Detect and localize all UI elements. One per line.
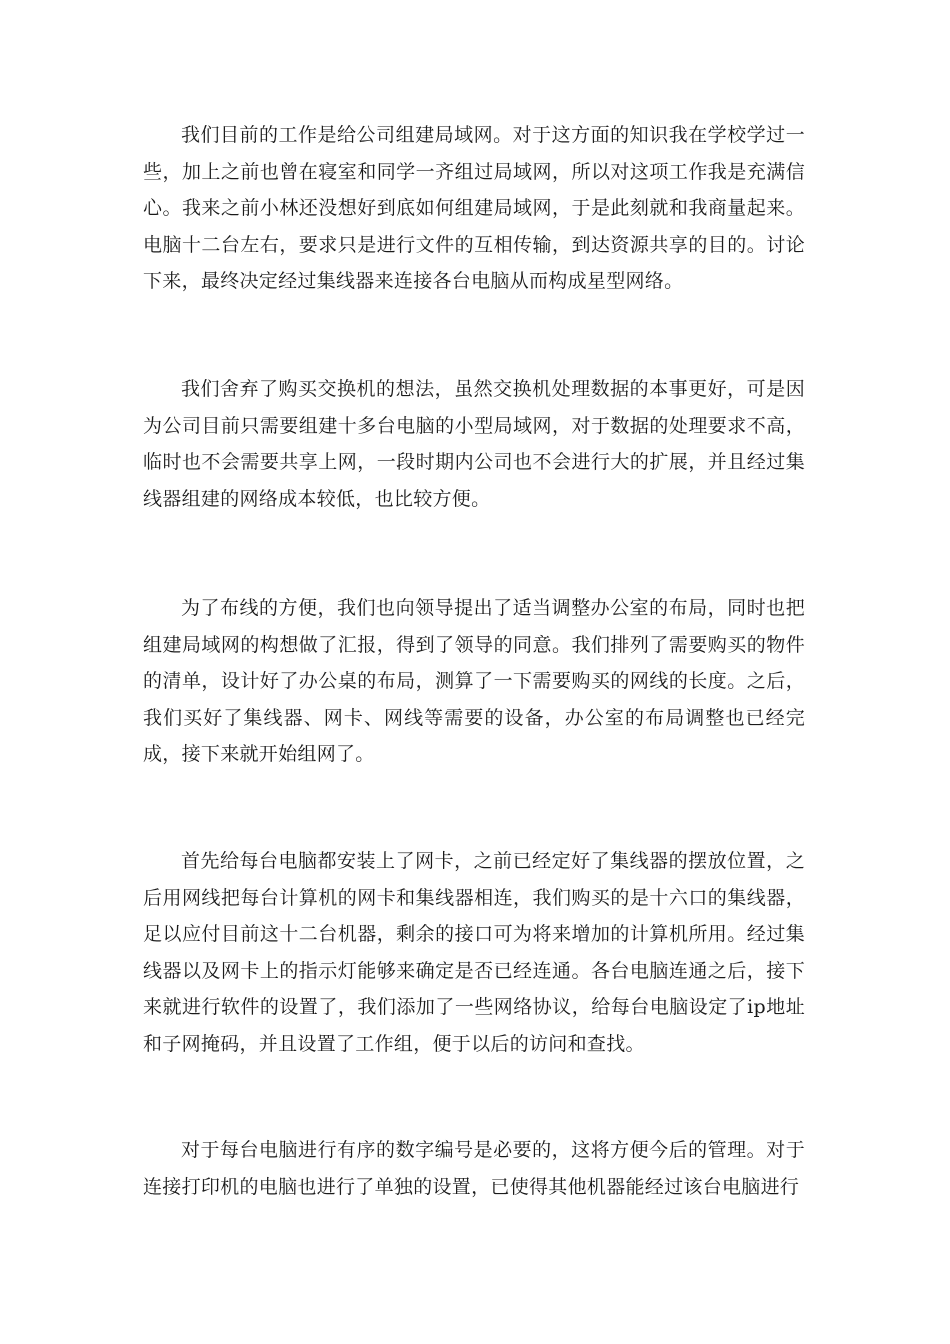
paragraph-4: 首先给每台电脑都安装上了网卡，之前已经定好了集线器的摆放位置，之后用网线把每台计算机的网卡和集线器相连，我们购买的是十六口的集线器，足以应付目前这十二台机器，剩余的接口可为将来增加的计算机所用。经过集线器以及网卡上的指示灯能够来确定是否已经连通。各台电脑连通之后，接下来就进行软件的设置了，我们添加了一些网络协议，给每台电脑设定了ip地址和子网掩码，并且设置了工作组，便于以后的访问和查找。 [143, 850, 805, 1055]
paragraph-3: 为了布线的方便，我们也向领导提出了适当调整办公室的布局，同时也把组建局域网的构想做了汇报，得到了领导的同意。我们排列了需要购买的物件的清单，设计好了办公桌的布局，测算了一下需要购买的网线的长度。之后，我们买好了集线器、网卡、网线等需要的设备，办公室的布局调整也已经完成，接下来就开始组网了。 [143, 597, 805, 765]
paragraph-5: 对于每台电脑进行有序的数字编号是必要的，这将方便今后的管理。对于连接打印机的电脑也进行了单独的设置，已使得其他机器能经过该台电脑进行 [143, 1139, 805, 1198]
paragraph-1: 我们目前的工作是给公司组建局域网。对于这方面的知识我在学校学过一些，加上之前也曾在寝室和同学一齐组过局域网，所以对这项工作我是充满信心。我来之前小林还没想好到底如何组建局域网，于是此刻就和我商量起来。电脑十二台左右，要求只是进行文件的互相传输，到达资源共享的目的。讨论下来，最终决定经过集线器来连接各台电脑从而构成星型网络。 [143, 124, 805, 292]
paragraph-2: 我们舍弃了购买交换机的想法，虽然交换机处理数据的本事更好，可是因为公司目前只需要组建十多台电脑的小型局域网，对于数据的处理要求不高，临时也不会需要共享上网，一段时期内公司也不会进行大的扩展，并且经过集线器组建的网络成本较低，也比较方便。 [143, 378, 805, 510]
